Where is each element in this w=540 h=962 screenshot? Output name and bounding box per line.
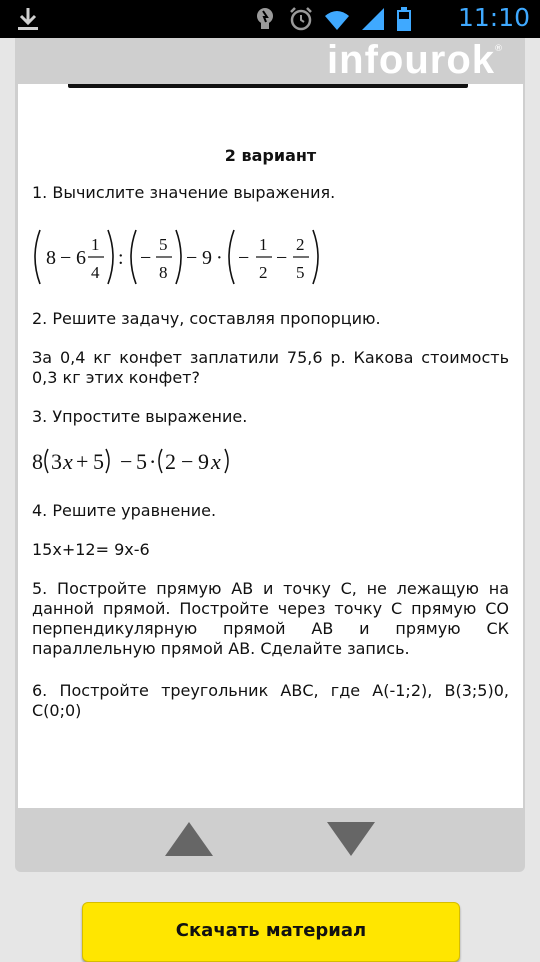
svg-text:5: 5 xyxy=(136,449,147,474)
svg-text:5: 5 xyxy=(159,235,168,254)
question-1: 1. Вычислите значение выражения. xyxy=(32,183,336,202)
svg-text:2: 2 xyxy=(165,449,176,474)
svg-text:−: − xyxy=(60,247,72,269)
svg-text:·: · xyxy=(149,449,157,474)
svg-text:6: 6 xyxy=(76,247,86,269)
expression-1 xyxy=(30,226,330,288)
download-icon xyxy=(14,6,42,32)
svg-text:3: 3 xyxy=(51,449,62,474)
svg-text:8: 8 xyxy=(159,263,168,282)
signal-icon xyxy=(360,6,386,32)
question-4: 4. Решите уравнение. xyxy=(32,501,217,520)
svg-text:8: 8 xyxy=(46,247,56,269)
svg-text:2: 2 xyxy=(259,263,268,282)
svg-text:−: − xyxy=(120,449,133,474)
infourok-logo: infourok xyxy=(327,38,495,82)
logo-registered-mark: ® xyxy=(494,44,503,54)
question-2: 2. Решите задачу, составляя пропорцию. xyxy=(32,309,381,328)
svg-text:5: 5 xyxy=(93,449,104,474)
svg-text:1: 1 xyxy=(259,235,268,254)
svg-text:+: + xyxy=(76,449,89,474)
svg-text::: : xyxy=(118,247,124,269)
svg-text:−: − xyxy=(181,449,194,474)
arrow-up-icon[interactable] xyxy=(165,822,213,856)
svg-text:−: − xyxy=(186,247,198,269)
alarm-icon xyxy=(288,6,314,32)
variant-title: 2 вариант xyxy=(224,146,317,165)
cut-off-heading xyxy=(68,84,468,88)
document-page[interactable] xyxy=(18,84,523,808)
question-4-equation: 15x+12= 9x-6 xyxy=(32,540,150,559)
question-3: 3. Упростите выражение. xyxy=(32,407,248,426)
status-bar xyxy=(0,0,540,38)
svg-text:1: 1 xyxy=(91,235,100,254)
svg-text:x: x xyxy=(63,449,73,474)
expression-3 xyxy=(32,446,252,476)
svg-text:·: · xyxy=(216,247,223,269)
svg-text:−: − xyxy=(140,247,152,269)
svg-text:2: 2 xyxy=(296,235,305,254)
arrow-down-icon[interactable] xyxy=(327,822,375,856)
document-card xyxy=(15,38,525,872)
question-2-text: За 0,4 кг конфет заплатили 75,6 р. Какова стоимость 0,3 кг этих конфет? xyxy=(32,348,509,387)
battery-icon xyxy=(396,6,412,32)
svg-text:9: 9 xyxy=(198,449,209,474)
svg-text:9: 9 xyxy=(202,247,212,269)
svg-text:5: 5 xyxy=(296,263,305,282)
svg-text:8: 8 xyxy=(32,449,43,474)
svg-text:4: 4 xyxy=(91,263,100,282)
download-material-button[interactable]: Скачать материал xyxy=(82,902,460,962)
question-6: 6. Постройте треугольник АВС, где А(-1;2), В(3;5)0, С(0;0) xyxy=(32,681,509,720)
wifi-icon xyxy=(324,6,350,32)
bulb-icon xyxy=(252,6,278,32)
svg-text:−: − xyxy=(276,247,288,269)
svg-text:−: − xyxy=(238,247,250,269)
svg-text:x: x xyxy=(211,449,221,474)
question-5: 5. Постройте прямую АВ и точку С, не лежащую на данной прямой. Постройте через точку С прямую СО перпендикулярную прямой АВ и прямую СК параллельную прямой АВ. Сделайте запись. xyxy=(32,579,509,658)
clock-time: 11:10 xyxy=(457,3,530,32)
